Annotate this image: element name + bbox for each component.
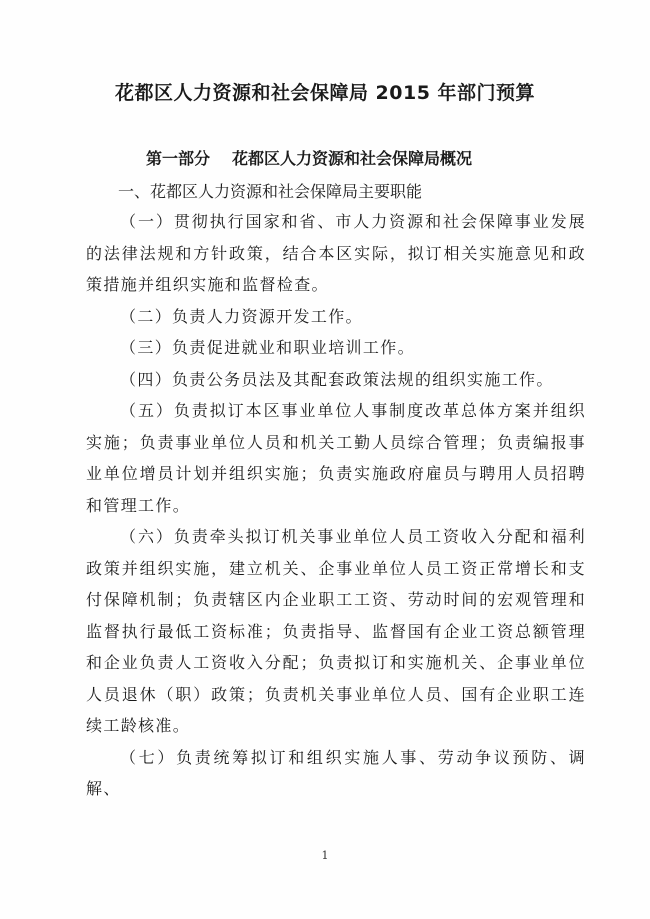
paragraph-3: （三）负责促进就业和职业培训工作。 xyxy=(120,338,415,357)
body-text xyxy=(86,206,586,805)
part-title: 花都区人力资源和社会保障局概况 xyxy=(232,149,473,168)
part-heading xyxy=(146,146,472,169)
paragraph-5: （五）负责拟订本区事业单位人事制度改革总体方案并组织实施；负责事业单位人员和机关工勤人员综合管理；负责编报事业单位增员计划并组织实施；负责实施政府雇员与聘用人员招聘和管理工作。 xyxy=(86,401,586,515)
paragraph-2: （二）负责人力资源开发工作。 xyxy=(120,306,363,326)
document-title: 花都区人力资源和社会保障局 2015 年部门预算 xyxy=(114,82,536,104)
paragraph-1: （一）贯彻执行国家和省、市人力资源和社会保障事业发展的法律法规和方针政策，结合本区实际，拟订相关实施意见和政策措施并组织实施和监督检查。 xyxy=(86,212,586,294)
paragraph-4: （四）负责公务员法及其配套政策法规的组织实施工作。 xyxy=(120,369,554,389)
paragraph-7: （七）负责统筹拟订和组织实施人事、劳动争议预防、调解、 xyxy=(86,747,586,798)
part-label: 第一部分 xyxy=(146,149,211,168)
page-number: 1 xyxy=(321,849,329,862)
section-heading: 一、花都区人力资源和社会保障局主要职能 xyxy=(118,182,423,201)
paragraph-6: （六）负责牵头拟订机关事业单位人员工资收入分配和福利政策并组织实施，建立机关、企事业单位人员工资正常增长和支付保障机制；负责辖区内企业职工工资、劳动时间的宏观管理和监督执行最低工资标准；负责指导、监督国有企业工资总额管理和企业负责人工资收入分配；负责拟订和实施机关、企事业单位人员退休（职）政策；负责机关事业单位人员、国有企业职工连续工龄核准。 xyxy=(86,527,586,735)
